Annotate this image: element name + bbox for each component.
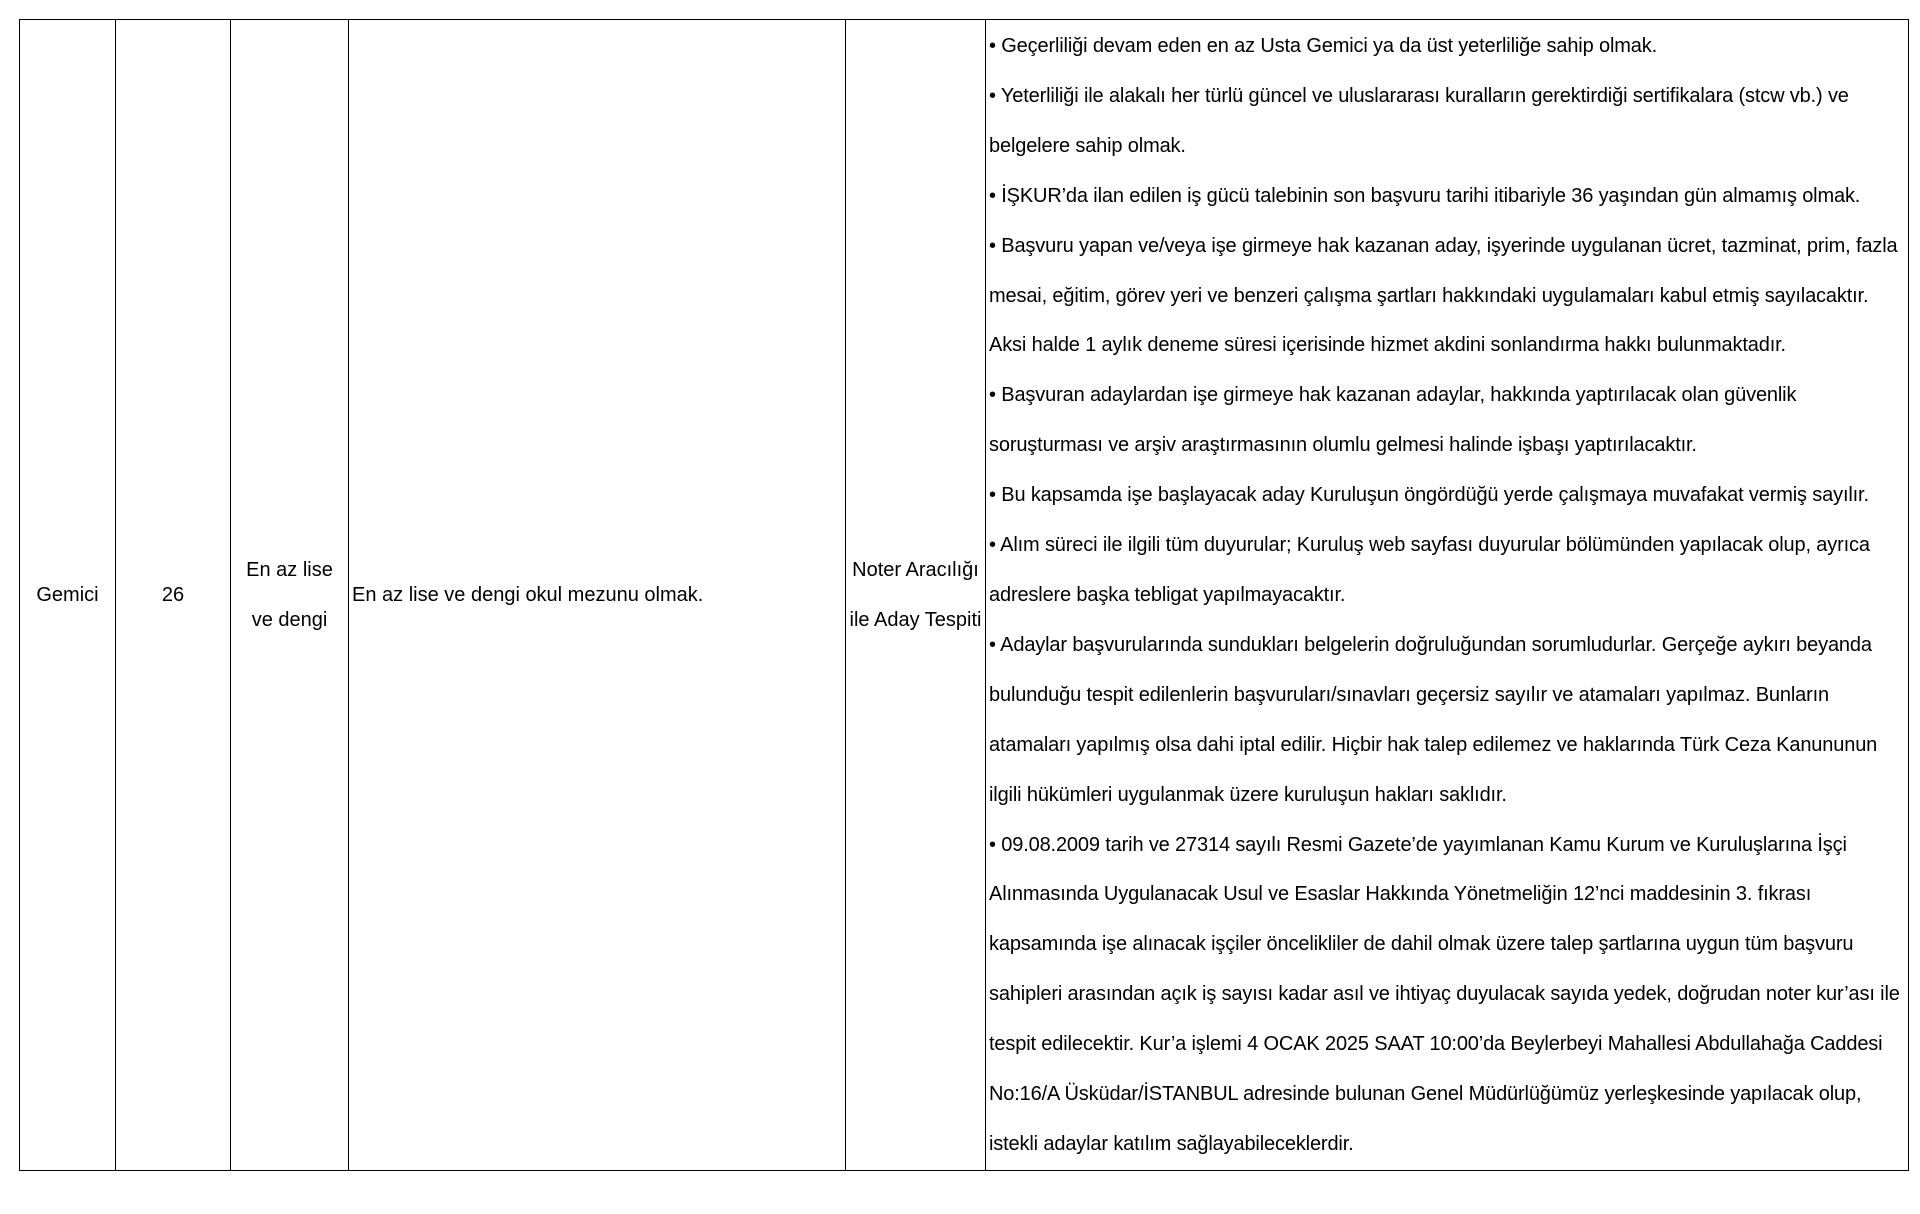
requirement-item-4: • Başvuru yapan ve/veya işe girmeye hak kazanan aday, işyerinde uygulanan ücret, tazminat, prim, fazla mesai, eğitim, görev yeri ve benzeri çalışma şartları hakkındaki uygulamaları kabul etmiş sayılacaktır. Aksi halde 1 aylık deneme süresi içerisinde hizmet akdini sonlandırma hakkı bulunmaktadır. [989,234,1898,357]
requirements-cell [986,20,1909,1171]
education-level-line-1: En az lise [246,558,333,581]
selection-method-cell [846,20,986,1171]
position-count: 26 [161,583,185,606]
requirement-item-5: • Başvuran adaylardan işe girmeye hak kazanan adaylar, hakkında yaptırılacak olan güvenlik soruşturması ve arşiv araştırmasının olumlu gelmesi halinde işbaşı yaptırılacaktır. [989,384,1797,457]
requirement-item-8: • Adaylar başvurularında sundukları belgelerin doğruluğundan sorumludurlar. Gerçeğe aykırı beyanda bulunduğu tespit edilenlerin başvuruları/sınavları geçersiz sayılır ve atamaları yapılmaz. Bunların atamaları yapılmış olsa dahi iptal edilir. Hiçbir hak talep edilemez ve haklarında Türk Ceza Kanununun ilgili hükümleri uygulanmak üzere kuruluşun hakları saklıdır. [989,633,1878,806]
qualification-text: En az lise ve dengi okul mezunu olmak. [352,583,704,606]
position-cell [20,20,116,1171]
position-name: Gemici [36,583,99,606]
count-cell [116,20,231,1171]
requirement-item-2: • Yeterliliği ile alakalı her türlü güncel ve uluslararası kuralların gerektirdiği sertifikalara (stcw vb.) ve belgelere sahip olmak. [989,84,1849,157]
requirement-item-9: • 09.08.2009 tarih ve 27314 sayılı Resmi Gazete’de yayımlanan Kamu Kurum ve Kuruluşlarına İşçi Alınmasında Uygulanacak Usul ve Esaslar Hakkında Yönetmeliğin 12’nci maddesinin 3. fıkrası kapsamında işe alınacak işçiler öncelikliler de dahil olmak üzere talep şartlarına uygun tüm başvuru sahipleri arasından açık iş sayısı kadar asıl ve ihtiyaç duyulacak sayıda yedek, doğrudan noter kur’ası ile tespit edilecektir. Kur’a işlemi 4 OCAK 2025 SAAT 10:00’da Beylerbeyi Mahallesi Abdullahağa Caddesi No:16/A Üsküdar/İSTANBUL adresinde bulunan Genel Müdürlüğümüz yerleşkesinde yapılacak olup, istekli adaylar katılım sağlayabileceklerdir. [989,833,1900,1155]
selection-method-line-1: Noter Aracılığı [852,558,979,581]
job-requirements-table [19,19,1909,1171]
education-cell [231,20,349,1171]
requirement-item-7: • Alım süreci ile ilgili tüm duyurular; Kuruluş web sayfası duyurular bölümünden yapılacak olup, ayrıca adreslere başka tebligat yapılmayacaktır. [989,534,1870,606]
education-level-line-2: ve dengi [251,608,328,631]
qualification-cell [349,20,846,1171]
table-row [20,20,1909,1171]
selection-method-line-2: ile Aday Tespiti [849,608,982,631]
requirement-item-3: • İŞKUR’da ilan edilen iş gücü talebinin son başvuru tarihi itibariyle 36 yaşından gün almamış olmak. [989,184,1861,207]
requirement-item-1: • Geçerliliği devam eden en az Usta Gemici ya da üst yeterliliğe sahip olmak. [989,35,1657,57]
requirement-item-6: • Bu kapsamda işe başlayacak aday Kuruluşun öngördüğü yerde çalışmaya muvafakat vermiş sayılır. [989,484,1869,507]
